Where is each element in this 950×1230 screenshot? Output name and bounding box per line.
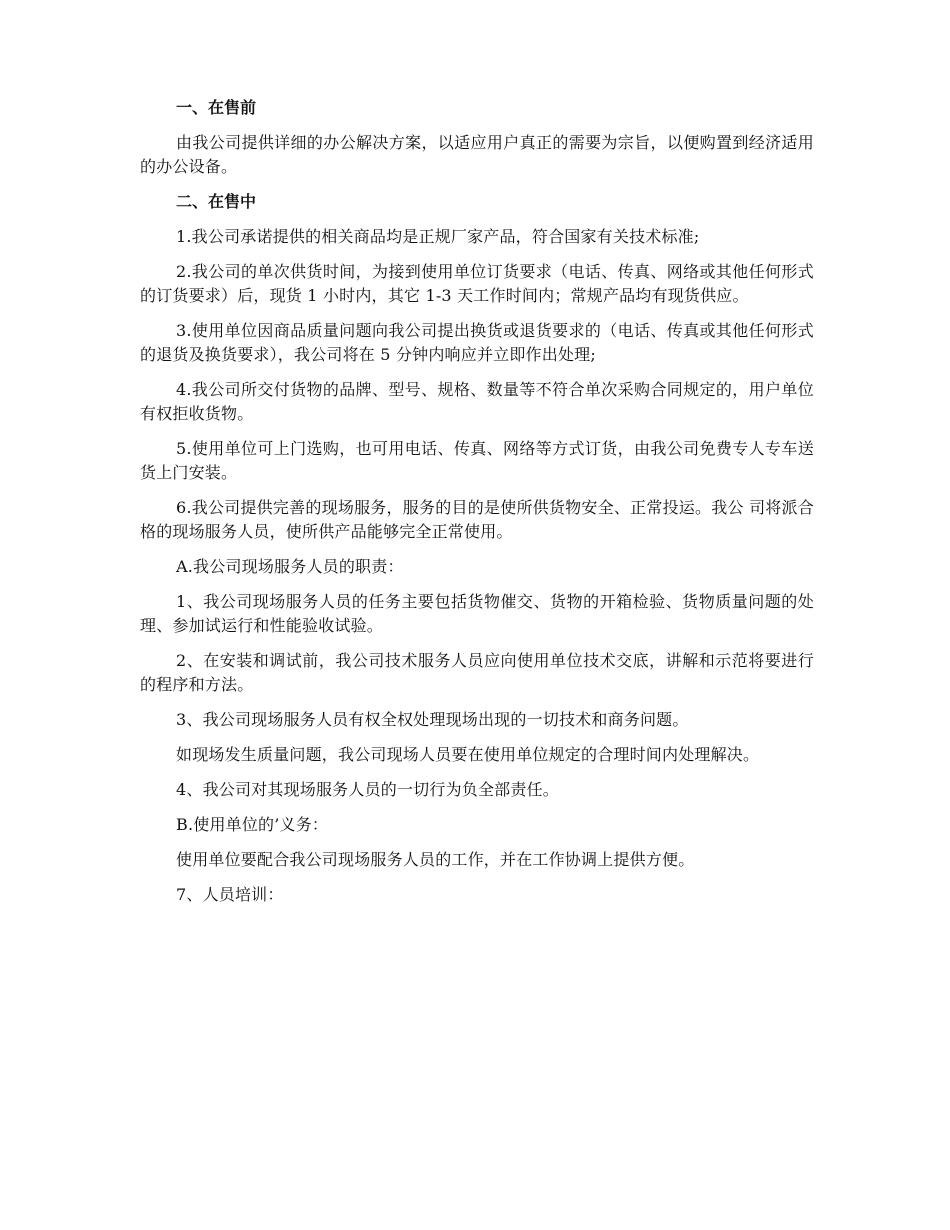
item-6-paragraph: 6.我公司提供完善的现场服务，服务的目的是使所供货物安全、正常投运。我公 司将派合格的现场服务人员，使所供产品能够完全正常使用。 <box>140 498 814 541</box>
section-heading-in-sale: 二、在售中 <box>176 192 257 211</box>
quality-note-paragraph: 如现场发生质量问题，我公司现场人员要在使用单位规定的合理时间内处理解决。 <box>176 745 760 764</box>
item-3-paragraph: 3.使用单位因商品质量问题向我公司提出换货或退货要求的（电话、传真或其他任何形式的退货及换货要求），我公司将在 5 分钟内响应并立即作出处理; <box>140 321 814 364</box>
obligation-paragraph: 使用单位要配合我公司现场服务人员的工作，并在工作协调上提供方便。 <box>176 850 695 869</box>
document-body <box>140 96 814 918</box>
section-heading-presale: 一、在售前 <box>176 98 257 117</box>
item-5-paragraph: 5.使用单位可上门选购，也可用电话、传真、网络等方式订货，由我公司免费专人专车送货上门安装。 <box>140 439 814 482</box>
duty-4-paragraph: 4、我公司对其现场服务人员的一切行为负全部责任。 <box>176 780 559 799</box>
item-7-paragraph: 7、人员培训： <box>176 885 284 904</box>
item-4-paragraph: 4.我公司所交付货物的品牌、型号、规格、数量等不符合单次采购合同规定的，用户单位有权拒收货物。 <box>140 380 814 423</box>
section-a-title: A.我公司现场服务人员的职责： <box>176 557 404 576</box>
duty-2-paragraph: 2、在安装和调试前，我公司技术服务人员应向使用单位技术交底，讲解和示范将要进行的程序和方法。 <box>140 651 814 694</box>
section-b-title: B.使用单位的’义务： <box>176 815 329 834</box>
duty-3-paragraph: 3、我公司现场服务人员有权全权处理现场出现的一切技术和商务问题。 <box>176 710 689 729</box>
duty-1-paragraph: 1、我公司现场服务人员的任务主要包括货物催交、货物的开箱检验、货物质量问题的处理、参加试运行和性能验收试验。 <box>140 592 814 635</box>
item-1-paragraph: 1.我公司承诺提供的相关商品均是正规厂家产品，符合国家有关技术标准; <box>176 227 700 246</box>
presale-paragraph: 由我公司提供详细的办公解决方案，以适应用户真正的需要为宗旨，以便购置到经济适用的办公设备。 <box>140 133 814 176</box>
item-2-paragraph: 2.我公司的单次供货时间，为接到使用单位订货要求（电话、传真、网络或其他任何形式的订货要求）后，现货 1 小时内，其它 1-3 天工作时间内；常规产品均有现货供应。 <box>140 262 814 305</box>
